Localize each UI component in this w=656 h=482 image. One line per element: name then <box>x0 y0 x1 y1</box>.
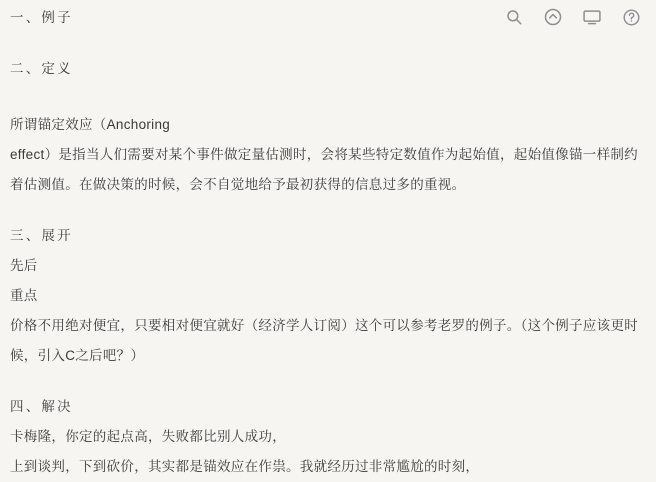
section-heading-2: 二、定义 <box>10 61 73 76</box>
section-heading-3: 三、展开 <box>10 228 73 243</box>
paragraph-keypoint: 重点 <box>10 288 38 303</box>
paragraph-price-example: 价格不用绝对便宜，只要相对便宜就好（经济学人订阅）这个可以参考老罗的例子。（这个例子应该更时候，引入C之后吧？） <box>10 318 639 363</box>
section-heading-4: 四、解决 <box>10 399 73 414</box>
paragraph-definition-body: effect）是指当人们需要对某个事件做定量估测时，会将某些特定数值作为起始值，起始值像锚一样制约着估测值。在做决策的时候，会不自觉地给予最初获得的信息过多的重视。 <box>10 147 638 192</box>
paragraph-definition-line1: 所谓锚定效应（Anchoring <box>10 117 171 132</box>
paragraph-negotiation: 上到谈判，下到砍价，其实都是锚效应在作祟。我就经历过非常尴尬的时刻， <box>10 459 480 474</box>
paragraph-cameron: 卡梅隆，你定的起点高，失败都比别人成功， <box>10 429 286 444</box>
section-heading-1: 一、例子 <box>10 10 73 25</box>
paragraph-order: 先后 <box>10 258 38 273</box>
